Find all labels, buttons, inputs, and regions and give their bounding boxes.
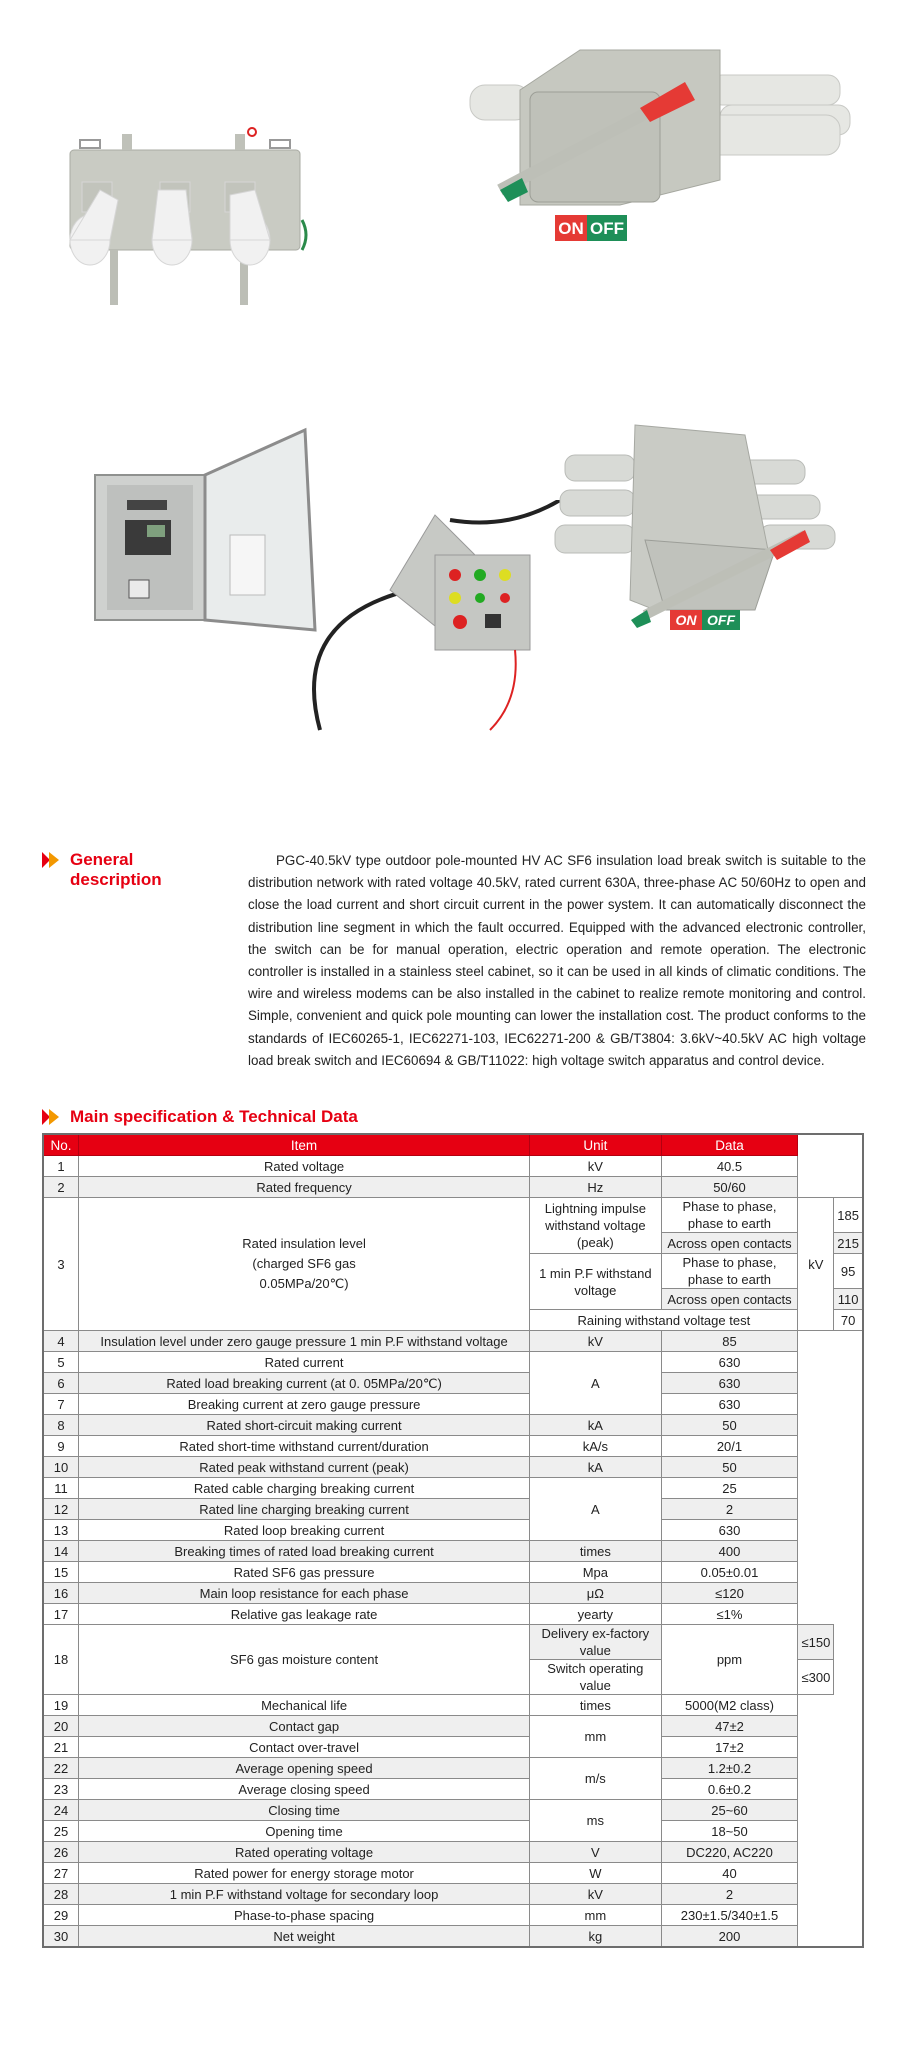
- row-unit: kA/s: [530, 1436, 661, 1457]
- row-item: Rated short-circuit making current: [78, 1415, 529, 1436]
- row-data: 47±2: [661, 1716, 798, 1737]
- col-header-data: Data: [661, 1134, 798, 1156]
- row-data: 215: [834, 1233, 863, 1254]
- row-number: 2: [43, 1177, 78, 1198]
- row-data: 630: [661, 1520, 798, 1541]
- row-item: Relative gas leakage rate: [78, 1604, 529, 1625]
- row-subitem-detail: Phase to phase, phase to earth: [661, 1198, 798, 1233]
- row-item: Breaking times of rated load breaking current: [78, 1541, 529, 1562]
- row-unit: kV: [530, 1884, 661, 1905]
- row-unit: ms: [530, 1800, 661, 1842]
- row-number: 11: [43, 1478, 78, 1499]
- row-number: 22: [43, 1758, 78, 1779]
- off-label: OFF: [590, 219, 624, 238]
- row-data: ≤300: [798, 1660, 834, 1695]
- row-data: 0.05±0.01: [661, 1562, 798, 1583]
- table-row: [43, 1394, 863, 1415]
- table-row: [43, 1457, 863, 1478]
- table-row: [43, 1779, 863, 1800]
- row-data: 5000(M2 class): [661, 1695, 798, 1716]
- table-row: [43, 1541, 863, 1562]
- row-number: 23: [43, 1779, 78, 1800]
- svg-text:OFF: OFF: [707, 612, 735, 628]
- row-data: 230±1.5/340±1.5: [661, 1905, 798, 1926]
- row-data: 1.2±0.2: [661, 1758, 798, 1779]
- general-heading-line2: description: [70, 870, 162, 889]
- row-number: 16: [43, 1583, 78, 1604]
- row-unit: kV: [798, 1198, 834, 1331]
- row-subitem-detail: Across open contacts: [661, 1289, 798, 1310]
- table-row: [43, 1562, 863, 1583]
- row-number: 25: [43, 1821, 78, 1842]
- product-photo-switch-rear: [545, 410, 865, 635]
- row-item: Rated power for energy storage motor: [78, 1863, 529, 1884]
- row-unit: kg: [530, 1926, 661, 1948]
- row-number: 26: [43, 1842, 78, 1863]
- table-row: [43, 1821, 863, 1842]
- row-number: 17: [43, 1604, 78, 1625]
- table-row: [43, 1926, 863, 1948]
- table-row: [43, 1583, 863, 1604]
- row-item: Contact over-travel: [78, 1737, 529, 1758]
- row-item: Average closing speed: [78, 1779, 529, 1800]
- product-photo-switch-front: [40, 120, 340, 320]
- row-item: 1 min P.F withstand voltage for secondary loop: [78, 1884, 529, 1905]
- row-number: 6: [43, 1373, 78, 1394]
- row-item: Breaking current at zero gauge pressure: [78, 1394, 529, 1415]
- row-subitem: 1 min P.F withstand voltage: [530, 1254, 661, 1310]
- table-row: [43, 1695, 863, 1716]
- row-data: 25~60: [661, 1800, 798, 1821]
- row-number: 9: [43, 1436, 78, 1457]
- row-data: 0.6±0.2: [661, 1779, 798, 1800]
- table-row: [43, 1905, 863, 1926]
- product-photo-control-box: [290, 500, 560, 740]
- spec-heading-text: Main specification & Technical Data: [70, 1107, 358, 1126]
- svg-text:ON: ON: [675, 612, 697, 628]
- row-unit: W: [530, 1863, 661, 1884]
- row-data: 200: [661, 1926, 798, 1948]
- row-subitem-detail: Across open contacts: [661, 1233, 798, 1254]
- table-row: [43, 1800, 863, 1821]
- row-data: 630: [661, 1352, 798, 1373]
- row-number: 30: [43, 1926, 78, 1948]
- row-data: 95: [834, 1254, 863, 1289]
- row-unit: kV: [530, 1331, 661, 1352]
- col-header-no: No.: [43, 1134, 78, 1156]
- row-subitem: Delivery ex-factory value: [530, 1625, 661, 1660]
- row-item: Rated line charging breaking current: [78, 1499, 529, 1520]
- row-data: 85: [661, 1331, 798, 1352]
- row-data: 2: [661, 1499, 798, 1520]
- row-item: Contact gap: [78, 1716, 529, 1737]
- row-number: 24: [43, 1800, 78, 1821]
- row-subitem: Raining withstand voltage test: [530, 1310, 798, 1331]
- table-row: [43, 1863, 863, 1884]
- table-row: [43, 1716, 863, 1737]
- row-data: 630: [661, 1373, 798, 1394]
- row-number: 12: [43, 1499, 78, 1520]
- row-item: Rated frequency: [78, 1177, 529, 1198]
- row-unit: Mpa: [530, 1562, 661, 1583]
- row-number: 15: [43, 1562, 78, 1583]
- row-data: 70: [834, 1310, 863, 1331]
- row-number: 10: [43, 1457, 78, 1478]
- table-row: [43, 1520, 863, 1541]
- row-number: 13: [43, 1520, 78, 1541]
- row-unit: A: [530, 1352, 661, 1415]
- table-row: [43, 1884, 863, 1905]
- row-item: Insulation level under zero gauge pressure 1 min P.F withstand voltage: [78, 1331, 529, 1352]
- row-item: Rated short-time withstand current/duration: [78, 1436, 529, 1457]
- group-line: (charged SF6 gas: [252, 1256, 356, 1271]
- row-item: Main loop resistance for each phase: [78, 1583, 529, 1604]
- row-data: 18~50: [661, 1821, 798, 1842]
- row-number: 21: [43, 1737, 78, 1758]
- row-item: Rated current: [78, 1352, 529, 1373]
- row-data: 40.5: [661, 1156, 798, 1177]
- row-item: Mechanical life: [78, 1695, 529, 1716]
- table-row-insulation: [43, 1198, 863, 1233]
- table-header-row: [43, 1134, 863, 1156]
- table-row: [43, 1478, 863, 1499]
- table-row: [43, 1604, 863, 1625]
- row-data: 40: [661, 1863, 798, 1884]
- row-data: 2: [661, 1884, 798, 1905]
- row-unit: A: [530, 1478, 661, 1541]
- row-item: Average opening speed: [78, 1758, 529, 1779]
- row-subitem: Lightning impulse withstand voltage (peak): [530, 1198, 661, 1254]
- row-data: 17±2: [661, 1737, 798, 1758]
- table-row: [43, 1415, 863, 1436]
- row-item: Rated loop breaking current: [78, 1520, 529, 1541]
- row-number: 8: [43, 1415, 78, 1436]
- row-data: 25: [661, 1478, 798, 1499]
- row-data: 630: [661, 1394, 798, 1415]
- spec-table: [42, 1133, 864, 1948]
- table-row: [43, 1499, 863, 1520]
- row-item: Rated cable charging breaking current: [78, 1478, 529, 1499]
- spec-section-heading: [42, 1107, 358, 1127]
- group-line: 0.05MPa/20℃): [259, 1276, 349, 1291]
- row-unit: kV: [530, 1156, 661, 1177]
- row-unit: Hz: [530, 1177, 661, 1198]
- row-item: Rated operating voltage: [78, 1842, 529, 1863]
- row-item: Rated voltage: [78, 1156, 529, 1177]
- row-number: 14: [43, 1541, 78, 1562]
- row-number: 1: [43, 1156, 78, 1177]
- row-unit: mm: [530, 1716, 661, 1758]
- general-description-heading: [42, 850, 200, 890]
- row-data: 50/60: [661, 1177, 798, 1198]
- row-number: 27: [43, 1863, 78, 1884]
- on-label: ON: [558, 219, 584, 238]
- row-item: Phase-to-phase spacing: [78, 1905, 529, 1926]
- table-row: [43, 1177, 863, 1198]
- table-row: [43, 1737, 863, 1758]
- row-number: 20: [43, 1716, 78, 1737]
- spec-table-body: [43, 1156, 863, 1948]
- row-item: Rated peak withstand current (peak): [78, 1457, 529, 1478]
- row-data: 110: [834, 1289, 863, 1310]
- row-number: 29: [43, 1905, 78, 1926]
- row-item: Closing time: [78, 1800, 529, 1821]
- row-unit: kA: [530, 1415, 661, 1436]
- general-heading-line1: General: [70, 850, 134, 869]
- col-header-item: Item: [78, 1134, 529, 1156]
- row-item: Opening time: [78, 1821, 529, 1842]
- row-unit: V: [530, 1842, 661, 1863]
- row-number: 5: [43, 1352, 78, 1373]
- table-row: [43, 1331, 863, 1352]
- product-photo-switch-angle: [460, 30, 880, 260]
- row-item: Net weight: [78, 1926, 529, 1948]
- table-row: [43, 1625, 863, 1660]
- row-unit: m/s: [530, 1758, 661, 1800]
- row-subitem: Switch operating value: [530, 1660, 661, 1695]
- double-chevron-icon: [42, 1109, 62, 1127]
- col-header-unit: Unit: [530, 1134, 661, 1156]
- double-chevron-icon: [42, 852, 62, 870]
- row-unit: ppm: [661, 1625, 798, 1695]
- row-item: Rated load breaking current (at 0. 05MPa/20℃): [78, 1373, 529, 1394]
- row-item: Rated SF6 gas pressure: [78, 1562, 529, 1583]
- row-data: 50: [661, 1457, 798, 1478]
- row-data: ≤120: [661, 1583, 798, 1604]
- row-number: 3: [43, 1198, 78, 1331]
- row-unit: times: [530, 1695, 661, 1716]
- row-data: 185: [834, 1198, 863, 1233]
- row-data: DC220, AC220: [661, 1842, 798, 1863]
- row-unit: μΩ: [530, 1583, 661, 1604]
- group-line: Rated insulation level: [242, 1236, 366, 1251]
- general-description-text: PGC-40.5kV type outdoor pole-mounted HV AC SF6 insulation load break switch is suitable to the distribution network with rated voltage 40.5kV, rated current 630A, three-phase AC 50/60Hz to open and close the load current and short circuit current in the power system. It can automatically disconnect the distribution line segment in which the fault occurred. Equipped with the advanced electronic controller, the switch can be for manual operation, electric operation and remote operation. The electronic controller is installed in a stainless steel cabinet, so it can be used in all kinds of climatic conditions. The wire and wireless modems can be also installed in the cabinet to realize remote monitoring and control. Simple, convenient and quick pole mounting can lower the installation cost. The product conforms to the standards of IEC60265-1, IEC62271-103, IEC62271-200 & GB/T3804: 3.6kV~40.5kV AC high voltage load break switch and IEC60694 & GB/T11022: high voltage switch apparatus and control device.: [248, 853, 866, 1068]
- row-number: 28: [43, 1884, 78, 1905]
- row-data: 50: [661, 1415, 798, 1436]
- row-unit: times: [530, 1541, 661, 1562]
- row-data: ≤150: [798, 1625, 834, 1660]
- table-row: [43, 1758, 863, 1779]
- row-number: 4: [43, 1331, 78, 1352]
- row-number: 7: [43, 1394, 78, 1415]
- table-row: [43, 1352, 863, 1373]
- table-row: [43, 1156, 863, 1177]
- row-number: 19: [43, 1695, 78, 1716]
- row-data: 400: [661, 1541, 798, 1562]
- table-row: [43, 1373, 863, 1394]
- row-unit: mm: [530, 1905, 661, 1926]
- row-data: ≤1%: [661, 1604, 798, 1625]
- row-item-group: SF6 gas moisture content: [78, 1625, 529, 1695]
- row-subitem-detail: Phase to phase, phase to earth: [661, 1254, 798, 1289]
- row-data: 20/1: [661, 1436, 798, 1457]
- table-row: [43, 1842, 863, 1863]
- row-unit: yearty: [530, 1604, 661, 1625]
- row-number: 18: [43, 1625, 78, 1695]
- table-row: [43, 1436, 863, 1457]
- row-unit: kA: [530, 1457, 661, 1478]
- row-item-group: [78, 1198, 529, 1331]
